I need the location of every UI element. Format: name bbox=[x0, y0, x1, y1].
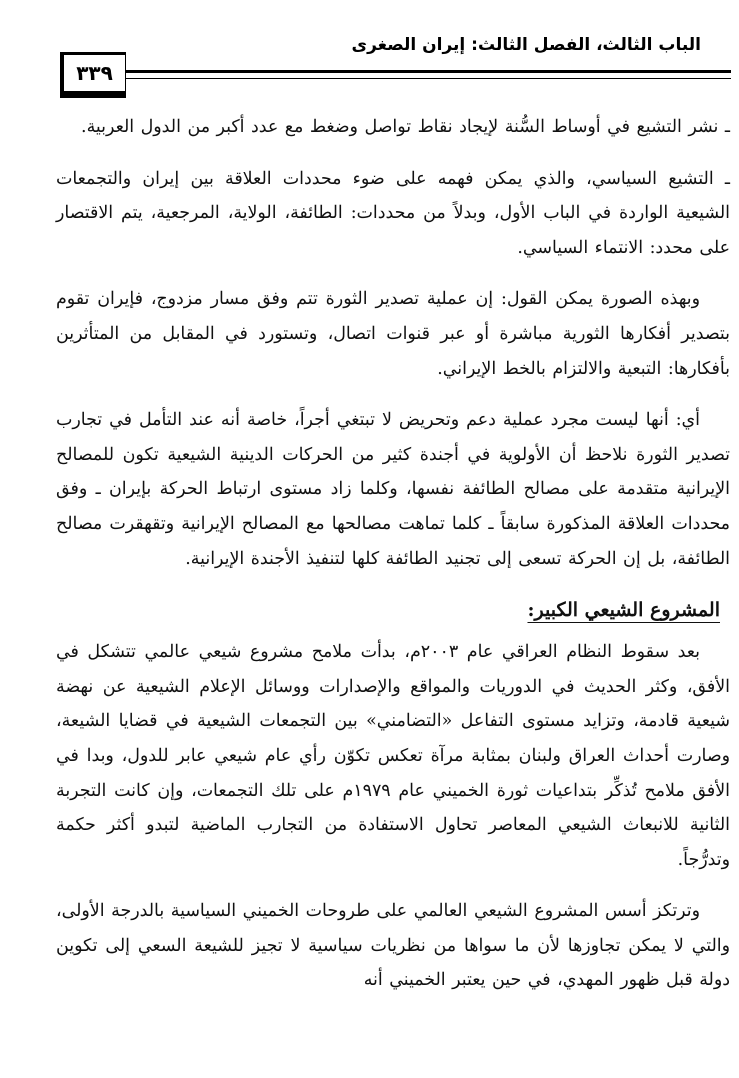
section-heading: المشروع الشيعي الكبير: bbox=[527, 599, 720, 622]
body-text bbox=[56, 110, 730, 998]
paragraph-foundations: وترتكز أسس المشروع الشيعي العالمي على طروحات الخميني السياسية بالدرجة الأولى، والتي لا يمكن تجاوزها لأن ما سواها من نظريات سياسية لا تجيز للشيعة السعي إلى تكوين دولة قبل ظهور المهدي، في حين يعتبر الخميني أنه bbox=[56, 901, 730, 991]
paragraph-spread-shiism: ـ نشر التشيع في أوساط السُّنة لإيجاد نقاط تواصل وضغط مع عدد أكبر من الدول العربية. bbox=[81, 117, 730, 137]
header-rule-thick bbox=[126, 70, 731, 73]
header-rule-thin bbox=[126, 78, 731, 79]
running-head: الباب الثالث، الفصل الثالث: إيران الصغرى bbox=[351, 35, 701, 55]
paragraph-dual-path: وبهذه الصورة يمكن القول: إن عملية تصدير الثورة تتم وفق مسار مزدوج، فإيران تقوم بتصدير أفكارها الثورية مباشرة أو عبر قنوات اتصال، وتستورد في المقابل من المتأثرين بأفكارها: التبعية والالتزام بالخط الإيراني. bbox=[56, 289, 730, 379]
paragraph-global-project: بعد سقوط النظام العراقي عام ٢٠٠٣م، بدأت ملامح مشروع شيعي عالمي تتشكل في الأفق، وكثر الحديث في الدوريات والمواقع والإصدارات ووسائل الإعلام الشيعية عن نهضة شيعية قادمة، وتزايد مستوى التفاعل «التضامني» بين التجمعات الشيعية في قضايا الشيعة، وصارت أحداث العراق ولبنان بمثابة مرآة تعكس تكوّن رأي عام شيعي عابر للدول، وبدا في الأفق ملامح تُذكِّر بتداعيات ثورة الخميني عام ١٩٧٩م على تلك التجمعات، وإن كانت التجربة الثانية للانبعاث الشيعي المعاصر تحاول الاستفادة من التجارب الماضية لتبدو أكثر حكمة وتدرُّجاً. bbox=[56, 642, 730, 870]
paragraph-iranian-interests: أي: أنها ليست مجرد عملية دعم وتحريض لا تبتغي أجراً، خاصة أنه عند التأمل في تجارب تصدير الثورة نلاحظ أن الأولوية في أجندة كثير من الحركات الدينية الشيعية تكون للمصالح الإيرانية متقدمة على مصالح الطائفة نفسها، وكلما زاد مستوى ارتباط الحركة بإيران ـ وفق محددات العلاقة المذكورة سابقاً ـ كلما تماهت مصالحها مع المصالح الإيرانية وتقهقرت مصالح الطائفة، بل إن الحركة تسعى إلى تجنيد الطائفة كلها لتنفيذ الأجندة الإيرانية. bbox=[56, 410, 730, 569]
paragraph-political-shiism: ـ التشيع السياسي، والذي يمكن فهمه على ضوء محددات العلاقة بين إيران والتجمعات الشيعية الواردة في الباب الأول، وبدلاً من محددات: الطائفة، الولاية، المرجعية، يتم الاقتصار على محدد: الانتماء السياسي. bbox=[56, 168, 730, 258]
page-number: ٣٣٩ bbox=[60, 52, 126, 98]
